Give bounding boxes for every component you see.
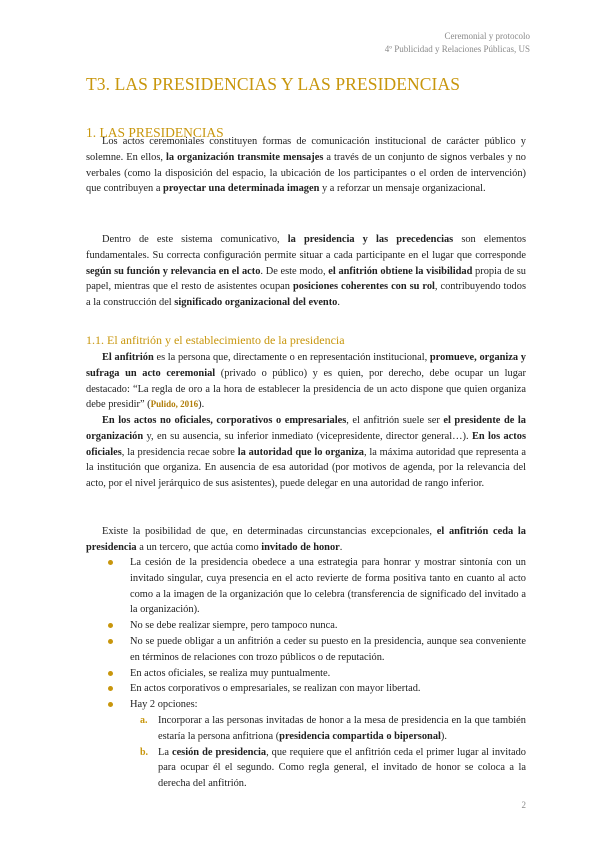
list-item: Hay 2 opciones: a. Incorporar a las personas invitadas de honor a la mesa de presidencia en la que también estaría la persona anfitriona (presidencia compartida o bipersonal). b. La cesión de presidencia, que requiere que el anfitrión ceda el primer lugar al invitado para ocupar él el segundo. Como regla general, el invitado de honor se coloca a la derecha del anfitrión.: [86, 697, 526, 792]
list-item: La cesión de la presidencia obedece a una estrategia para honrar y mostrar sintonía con un invitado singular, cuya presencia en el acto revierte de forma positiva tanto en cuanto al acto como a la imagen de la organización que lo celebra (transferencia de significado del invitado a la organización).: [86, 555, 526, 618]
paragraph-actos-ceremoniales: Los actos ceremoniales constituyen formas de comunicación institucional de carácter público y solemne. En ellos, la organización transmite mensajes a través de un conjunto de signos verbales y no verbales (como la disposición del espacio, la ubicación de los participantes o el orden de intervención) que contribuyen a proyectar una determinada imagen y a reforzar un mensaje organizacional.: [86, 136, 526, 195]
header-course: Ceremonial y protocolo: [444, 31, 530, 41]
bullet-icon: [108, 639, 113, 644]
sub-list: [130, 713, 526, 792]
list-item: No se debe realizar siempre, pero tampoco nunca.: [86, 618, 526, 634]
bullet-icon: [108, 623, 113, 628]
citation: Pulido, 2016: [150, 399, 199, 410]
bullet-icon: [108, 671, 113, 676]
running-header: [385, 30, 530, 56]
paragraph-cesion-presidencia: Existe la posibilidad de que, en determinadas circunstancias excepcionales, el anfitrión ceda la presidencia a un tercero, que actúa como invitado de honor.: [86, 526, 526, 553]
list-letter: a.: [140, 714, 148, 726]
paragraph-el-anfitrion: El anfitrión es la persona que, directamente o en representación institucional, promueve, organiza y sufraga un acto ceremonial (privado o público) y es quien, por derecho, debe ocupar un lugar destacado: “La regla de oro a la hora de establecer la presidencia de un acto dispone que quien organiza debe presidir” (Pulido, 2016).: [86, 352, 526, 411]
page-number: 2: [521, 800, 526, 810]
paragraph-sistema-comunicativo: Dentro de este sistema comunicativo, la presidencia y las precedencias son elementos fundamentales. Su correcta configuración permite situar a cada participante en el lugar que corresponde según su función y relevancia en el acto. De este modo, el anfitrión obtiene la visibilidad propia de su papel, mientras que el resto de asistentes ocupan posiciones coherentes con su rol, contribuyendo todos a la construcción del significado organizacional del evento.: [86, 234, 527, 309]
bullet-icon: [108, 686, 113, 691]
list-item: En actos oficiales, se realiza muy puntualmente.: [86, 666, 526, 682]
paragraph-actos-no-oficiales: En los actos no oficiales, corporativos o empresariales, el anfitrión suele ser el presidente de la organización y, en su ausencia, su inferior inmediato (vicepresidente, director general…). En los actos oficiales, la presidencia recae sobre la autoridad que lo organiza, la máxima autoridad que representa a la institución que organiza. En ausencia de esa autoridad (por motivos de agenda, por la relevancia del acto, por el nivel jerárquico de sus asistentes), puede delegar en una autoridad de rango inferior.: [86, 415, 527, 490]
section-heading-presidencias: 1. LAS PRESIDENCIAS: [86, 125, 224, 140]
sub-list-item: a. Incorporar a las personas invitadas de honor a la mesa de presidencia en la que también estaría la persona anfitriona (presidencia compartida o bipersonal).: [140, 714, 526, 742]
bullet-icon: [108, 560, 113, 565]
list-item: En actos corporativos o empresariales, se realizan con mayor libertad.: [86, 681, 526, 697]
sub-list-item: b. La cesión de presidencia, que requiere que el anfitrión ceda el primer lugar al invitado para ocupar él el segundo. Como regla general, el invitado de honor se coloca a la derecha del anfitrión.: [140, 746, 526, 790]
subsection-heading-anfitrion: 1.1. El anfitrión y el establecimiento de la presidencia: [86, 333, 345, 347]
header-degree: 4º Publicidad y Relaciones Públicas, US: [384, 44, 530, 54]
bullet-list: [86, 555, 526, 792]
list-letter: b.: [140, 746, 149, 758]
page-title: T3. LAS PRESIDENCIAS Y LAS PRESIDENCIAS: [86, 74, 461, 94]
list-item: No se puede obligar a un anfitrión a ceder su puesto en la presidencia, aunque sea conveniente en términos de relaciones con trozo públicos o de reputación.: [86, 634, 526, 666]
bullet-icon: [108, 702, 113, 707]
